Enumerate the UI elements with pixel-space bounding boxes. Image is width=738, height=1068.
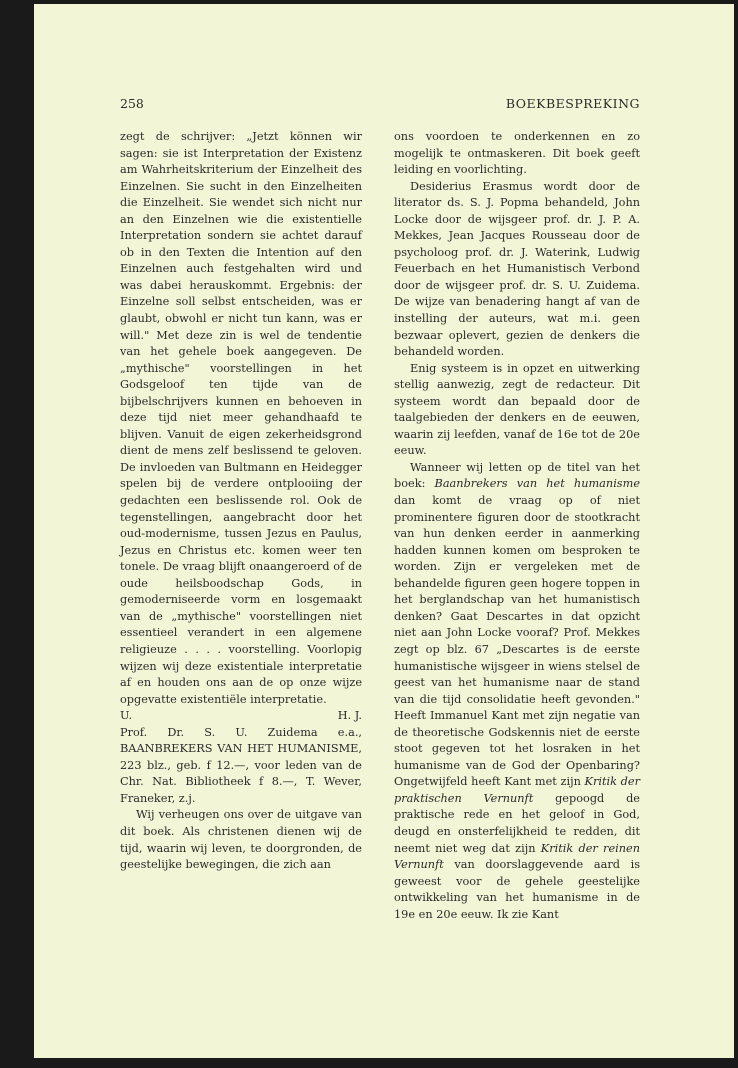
right-paragraph-1: ons voordoen te onderkennen en zo mogelijk te ontmaskeren. Dit boek geeft leiding en voorlichting. [394, 130, 640, 177]
p4-text-a: Wanneer wij letten op de titel van het boek: [394, 460, 640, 491]
left-paragraph-1: zegt de schrijver: „Jetzt können wir sagen: sie ist Interpretation der Existenz am Wahrheitskriterium der Einzelheit des Einzelnen. Sie sucht in den Einzelheiten die Einzelheit. Sie wendet sich nicht nur an den Einzelnen wie die existentielle Interpretation sondern sie achtet darauf ob in den Texten die Intention auf den Einzelnen auch festgehalten wird und was dabei herauskommt. Ergebnis: der Einzelne soll selbst entscheiden, was er glaubt, obwohl er nicht tun kann, was er will." Met deze zin is wel de tendentie van het gehele boek aangegeven. De „mythische" voorstellingen in het Godsgeloof ten tijde van de bijbelschrijvers kunnen en behoeven in deze tijd niet meer gehandhaafd te blijven. Vanuit de eigen zekerheidsgrond dient de mens zelf beslissend te geloven. De invloeden van Bultmann en Heidegger spelen bij de verdere ontplooiing der gedachten een beslissende rol. Ook de tegenstellingen, aangebracht door het oud-modernisme, tussen Jezus en Paulus, Jezus en Christus etc. komen weer ten tonele. De vraag blijft onaangeroerd of de oude heilsboodschap Gods, in gemoderniseerde vorm en losgemaakt van de „mythische" voorstellingen niet essentieel verandert in een algemene religieuze . . . . voorstelling. Voorlopig wijzen wij deze existentiale interpretatie af en houden ons aan de op onze wijze opgevatte existentiële interpretatie. [120, 130, 362, 706]
page-number: 258 [120, 96, 144, 111]
scan-border-left [6, 4, 34, 1064]
p4-book-title-2: Kritik der praktischen Vernunft [394, 775, 640, 805]
signature-left: U. [120, 709, 133, 723]
scan-border-bottom [6, 1058, 734, 1064]
book-entry: Prof. Dr. S. U. Zuidema e.a., BAANBREKERS VAN HET HUMANISME, 223 blz., geb. f 12.—, voor leden van de Chr. Nat. Bibliotheek f 8.—, T. Wever, Franeker, z.j. [120, 725, 362, 805]
p4-book-title: Baanbrekers van het humanisme [434, 477, 640, 491]
right-paragraph-4 [394, 460, 640, 923]
right-column [394, 129, 640, 923]
right-paragraph-3: Enig systeem is in opzet en uitwerking stellig aanwezig, zegt de redacteur. Dit systeem wordt dan bepaald door de taalgebieden der denkers en de eeuwen, waarin zij leefden, vanaf de 16e tot de 20e eeuw. [394, 361, 640, 458]
left-column [120, 129, 362, 874]
signature-right: H. J. [337, 709, 362, 723]
running-head: BOEKBESPREKING [505, 96, 640, 111]
p4-text-c: gepoogd de praktische rede en het geloof in God, deugd en onsterfelijkheid te redden, dit neemt niet weg dat zijn [394, 791, 640, 855]
left-paragraph-2: Wij verheugen ons over de uitgave van dit boek. Als christenen dienen wij de tijd, waarin wij leven, te doorgronden, de geestelijke bewegingen, die zich aan [120, 808, 362, 872]
p4-text-d: van doorslaggevende aard is geweest voor de gehele geestelijke ontwikkeling van het humanisme in de 19e en 20e eeuw. Ik zie Kant [394, 858, 640, 921]
signature-line [120, 708, 362, 725]
document-page [6, 4, 734, 1064]
right-paragraph-2: Desiderius Erasmus wordt door de literator ds. S. J. Popma behandeld, John Locke door de wijsgeer prof. dr. J. P. A. Mekkes, Jean Jacques Rousseau door de psycholoog prof. dr. J. Waterink, Ludwig Feuerbach en het Humanistisch Verbond door de wijsgeer prof. dr. S. U. Zuidema. De wijze van benadering hangt af van de instelling der auteurs, wat m.i. geen bezwaar oplevert, gezien de denkers die behandeld worden. [394, 179, 640, 359]
p4-book-title-3: Kritik der reinen Vernunft [394, 841, 640, 872]
p4-text-b: dan komt de vraag op of niet prominentere figuren door de stootkracht van hun denken eerder in aanmerking hadden kunnen komen om besproken te worden. Zijn er vergeleken met de behandelde figuren geen hogere toppen in het berglandschap van het humanistisch denken? Gaat Descartes in dat opzicht niet aan John Locke vooraf? Prof. Mekkes zegt op blz. 67 „Descartes is de eerste humanistische wijsgeer in wiens stelsel de geest van het humanisme naar de stand van die tijd consolidatie heeft gevonden." Heeft Immanuel Kant met zijn negatie van de theoretische Godskennis niet de eerste stoot gegeven tot het losraken in het humanisme van de God der Openbaring? Ongetwijfeld heeft Kant met zijn [394, 494, 640, 789]
